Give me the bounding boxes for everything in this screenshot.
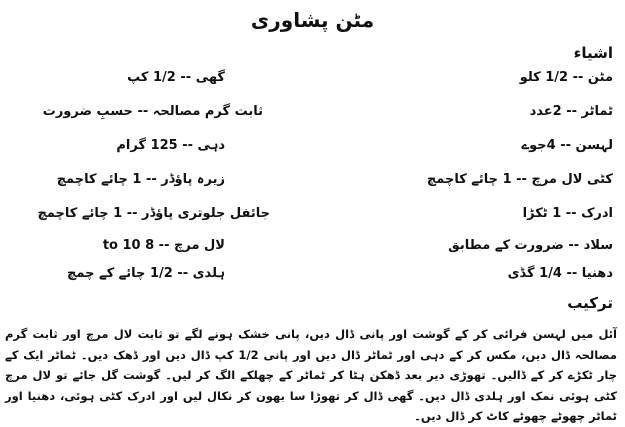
ingredient-item: ادرک -- 1 ٹکڑا	[522, 206, 613, 221]
recipe-title: مٹن پشاوری	[250, 8, 375, 32]
ingredient-item: زیرہ پاؤڈر -- 1 چائے کاچمچ	[56, 172, 225, 187]
ingredient-item: گھی -- 1/2 کپ	[127, 70, 225, 85]
ingredient-item: دھنیا -- 1/4 گڈی	[507, 266, 613, 281]
ingredient-item: مٹن -- 1/2 کلو	[519, 70, 613, 85]
ingredient-item: جائفل جلوتری پاؤڈر -- 1 چائے کاچمچ	[37, 206, 270, 221]
ingredient-item: لہسن -- 4جوے	[521, 138, 613, 153]
ingredients-heading: اشیاء	[573, 44, 613, 62]
ingredient-item: ہلدی -- 1/2 چائے کے چمچ	[66, 266, 225, 281]
method-text: آئل میں لہسن فرائی کر کے گوشت اور پانی ڈال دیں، پانی خشک ہونے لگے تو ثابت لال مرچ اور ثابت گرم مصالحہ ڈال دیں، مکس کر کے دہی اور ٹماٹر ڈال دیں اور پانی 1/2 کپ ڈال دیں اور ڈھک دیں۔ ٹماٹر ایک کے چار ٹکڑے کر کے ڈالیں۔ تھوڑی دیر بعد ڈھکن ہٹا کر ٹماٹر کے چھلکے الگ کر لیں۔ گوشت گل جائے تو لال مرچ کٹی ہوئی نمک اور ہلدی ڈال دیں۔ گھی ڈال کر تھوڑا سا بھون کر نکال لیں اور ادرک کٹی ہوئی، دھنیا اور ٹماٹر چھوٹے چھوٹے کاٹ کر ڈال دیں۔	[5, 327, 618, 423]
ingredient-item: دہی -- 125 گرام	[116, 138, 225, 153]
ingredient-item: ٹماٹر -- 2عدد	[529, 104, 613, 119]
ingredient-item: ثابت گرم مصالحہ -- حسبِ ضرورت	[42, 104, 263, 119]
ingredient-item: سلاد -- ضرورت کے مطابق	[448, 238, 613, 253]
ingredient-item: لال مرچ -- 8 to 10	[102, 238, 225, 253]
ingredient-item: کٹی لال مرچ -- 1 چائے کاچمچ	[426, 172, 613, 187]
method-heading: ترکیب	[567, 294, 613, 312]
